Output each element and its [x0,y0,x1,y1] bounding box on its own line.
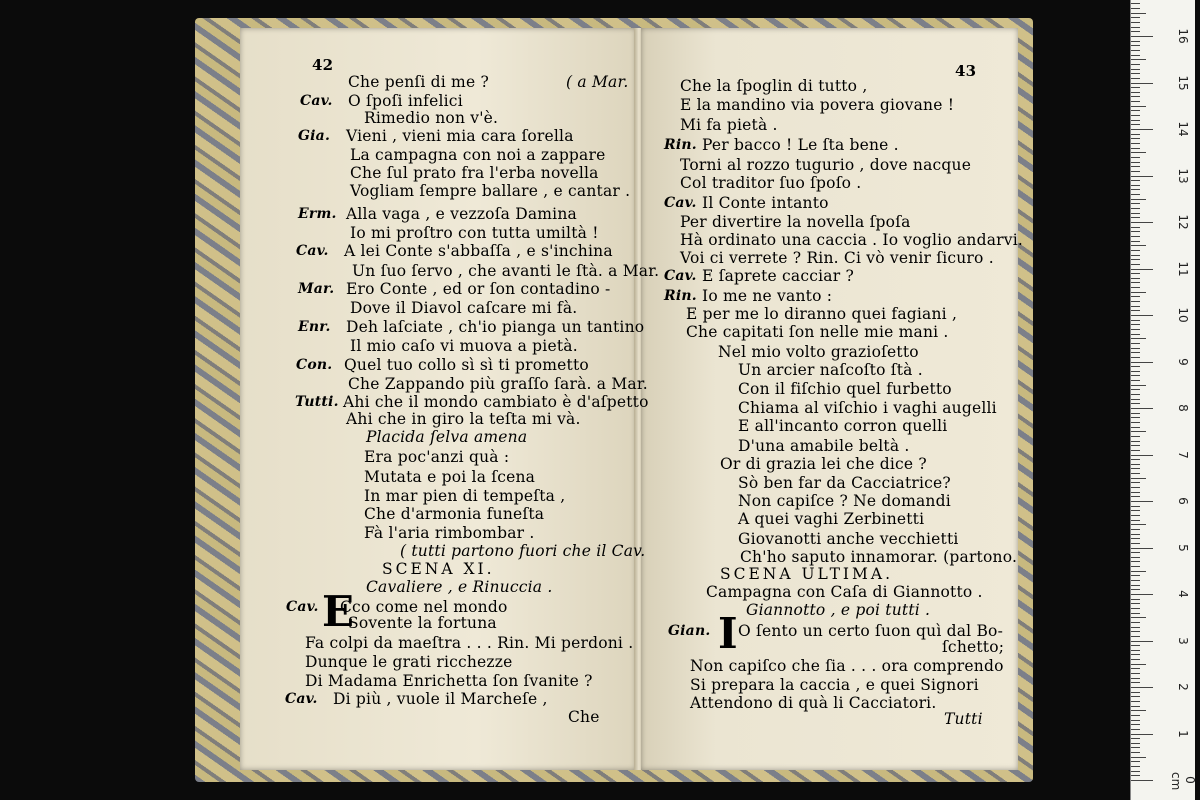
ruler-tick [1131,96,1140,97]
ruler-tick [1131,64,1140,65]
ruler-tick [1131,106,1146,107]
ruler-tick [1131,538,1140,539]
ruler-tick [1131,561,1140,562]
verse-line: Di più , vuole il Marcheſe , [333,690,548,708]
ruler-tick [1131,180,1140,181]
verse-line: Quel tuo collo sì sì ti prometto [344,356,589,374]
ruler-tick [1131,408,1153,409]
ruler-tick [1131,227,1140,228]
verse-line: Non capiſce ? Ne domandi [738,492,951,510]
ruler-tick [1131,255,1140,256]
ruler-tick [1131,724,1140,725]
speaker-label: Mar. [298,281,335,297]
verse-line: Vieni , vieni mia cara ſorella [346,127,574,145]
verse-line: Dunque le grati ricchezze [305,653,513,671]
verse-line: A quei vaghi Zerbinetti [738,510,925,528]
ruler-tick [1131,668,1140,669]
ruler-tick [1131,436,1140,437]
verse-line: Attendono di quà li Cacciatori. [690,694,937,712]
ruler-tick [1131,27,1140,28]
verse-line: Col traditor ſuo ſpoſo . [680,174,862,192]
ruler-tick [1131,413,1140,414]
ruler-tick [1131,445,1140,446]
ruler-tick [1131,473,1140,474]
verse-line: Cavaliere , e Rinuccia . [366,578,553,596]
ruler-tick [1131,110,1140,111]
verse-line: Non capiſco che ſia . . . ora comprendo [690,657,1004,675]
ruler-tick [1131,580,1140,581]
verse-line: E ſaprete cacciar ? [702,267,854,285]
verse-line: Fà l'aria rimbombar . [364,524,535,542]
ruler-tick [1131,641,1153,642]
ruler-tick [1131,194,1140,195]
verse-line: Giannotto , e poi tutti . [746,601,931,619]
verse-line: Io me ne vanto : [702,287,833,305]
ruler-tick [1131,320,1140,321]
ruler-tick [1131,134,1140,135]
ruler-number: 13 [1176,167,1190,184]
ruler-tick [1131,678,1140,679]
ruler-tick [1131,608,1140,609]
ruler-tick [1131,585,1140,586]
ruler-tick [1131,236,1140,237]
ruler-number: 2 [1176,683,1190,691]
ruler-tick [1131,399,1140,400]
ruler-tick [1131,371,1140,372]
ruler-tick [1131,171,1140,172]
verse-line: Torni al rozzo tugurio , dove nacque [680,156,972,174]
drop-cap: E [322,587,355,636]
right-page-number: 43 [955,62,977,80]
ruler-tick [1131,69,1140,70]
ruler-tick [1131,17,1140,18]
ruler-tick [1131,41,1140,42]
ruler-tick [1131,738,1140,739]
ruler-tick [1131,441,1140,442]
verse-line: Che [568,708,600,726]
verse-line: Che penſi di me ? [348,73,489,91]
ruler-tick [1131,264,1140,265]
speaker-label: Rin. [664,288,697,304]
ruler-tick [1131,487,1140,488]
ruler-number: 14 [1176,121,1190,137]
ruler-tick [1131,269,1153,270]
verse-line: Per bacco ! Le ſta bene . [702,136,899,154]
ruler-tick [1131,575,1140,576]
ruler-tick [1131,501,1153,502]
ruler-tick [1131,515,1140,516]
ruler-tick [1131,324,1140,325]
verse-line: Fa colpi da maeſtra . . . Rin. Mi perdoni . [305,634,634,652]
ruler-tick [1131,22,1140,23]
ruler-tick [1131,594,1153,595]
ruler-tick [1131,603,1140,604]
ruler-tick [1131,506,1140,507]
verse-line: Rimedio non v'è. [364,109,499,127]
verse-line: O ſpoſi infelici [348,92,463,110]
ruler-tick [1131,78,1140,79]
ruler-tick [1131,650,1140,651]
ruler-tick [1131,775,1140,776]
ruler-tick [1131,176,1153,177]
ruler-number: 1 [1176,729,1190,738]
ruler-tick [1131,287,1140,288]
ruler-tick [1131,571,1146,572]
ruler-number: 7 [1176,450,1190,459]
speaker-label: Cav. [296,243,329,259]
ruler-tick [1131,743,1140,744]
ruler-tick [1131,631,1140,632]
ruler-tick [1131,73,1140,74]
ruler-tick [1131,152,1146,153]
verse-line: Si prepara la caccia , e quei Signori [690,676,979,694]
ruler-tick [1131,329,1140,330]
ruler-tick [1131,120,1140,121]
verse-line: La campagna con noi a zappare [350,146,606,164]
ruler-tick [1131,613,1140,614]
verse-line: Chiama al viſchio i vaghi augelli [738,399,997,417]
ruler-number: 9 [1176,357,1190,366]
ruler-tick [1131,734,1153,735]
ruler-tick [1131,36,1153,37]
ruler-number: 0 cm [1169,772,1197,791]
ruler-tick [1131,747,1140,748]
ruler-tick [1131,241,1140,242]
ruler-tick [1131,431,1146,432]
ruler-number: 6 [1176,497,1190,505]
speaker-label: Cav. [286,599,319,615]
verse-line: SCENA XI. [382,560,495,578]
ruler-tick [1131,157,1140,158]
ruler-tick [1131,231,1140,232]
ruler-tick [1131,780,1153,781]
ruler-number: 3 [1176,636,1190,645]
ruler-tick [1131,338,1146,339]
ruler-tick [1131,552,1140,553]
ruler-tick [1131,659,1140,660]
ruler-tick [1131,292,1146,293]
ruler-tick [1131,710,1146,711]
verse-line: ſchetto; [942,638,1005,656]
verse-line: Un ſuo ſervo , che avanti le ſtà. a Mar. [352,262,660,280]
verse-line: Or di grazia lei che dice ? [720,455,927,473]
ruler-tick [1131,348,1140,349]
ruler-tick [1131,380,1140,381]
ruler-tick [1131,761,1140,762]
speaker-label: Cav. [664,195,697,211]
ruler-tick [1131,166,1140,167]
ruler-tick [1131,617,1146,618]
verse-line: Di Madama Enrichetta ſon ſvanite ? [305,672,593,690]
ruler-tick [1131,654,1140,655]
ruler-tick [1131,8,1140,9]
ruler-tick [1131,50,1140,51]
verse-line: Ahi che in giro la teſta mi và. [346,410,581,428]
verse-line: O ſento un certo ſuon quì dal Bo- [738,622,1004,640]
verse-line: Io mi proſtro con tutta umiltà ! [350,224,599,242]
ruler-tick [1131,203,1140,204]
ruler-tick [1131,752,1140,753]
ruler-tick [1131,83,1153,84]
ruler-tick [1131,427,1140,428]
ruler-tick [1131,696,1140,697]
ruler-tick [1131,296,1140,297]
ruler-tick [1131,3,1140,4]
verse-line: Ch'ho saputo innamorar. (partono. [740,548,1018,566]
verse-line: Era poc'anzi quà : [364,448,510,466]
ruler-tick [1131,566,1140,567]
ruler-number: 4 [1176,590,1190,598]
ruler-tick [1131,31,1140,32]
verse-line: E la mandino via povera giovane ! [680,96,955,114]
ruler-tick [1131,682,1140,683]
verse-line: Sovente la fortuna [348,614,497,632]
ruler-tick [1131,450,1140,451]
ruler-tick [1131,459,1140,460]
verse-line: Che ſul prato fra l'erba novella [350,164,599,182]
stage-direction: ( a Mar. [566,73,629,91]
verse-line: A lei Conte s'abbaſſa , e s'inchina [344,242,613,260]
verse-line: Mutata e poi la ſcena [364,468,536,486]
ruler-tick [1131,55,1140,56]
verse-line: E all'incanto corron quelli [738,417,948,435]
ruler-tick [1131,162,1140,163]
ruler-tick [1131,701,1140,702]
verse-line: Il mio caſo vi muova a pietà. [350,337,578,355]
speaker-label: Enr. [298,319,331,335]
ruler-tick [1131,729,1140,730]
ruler-tick [1131,375,1140,376]
ruler-tick [1131,557,1140,558]
verse-line: D'una amabile beltà . [738,437,910,455]
ruler-tick [1131,766,1140,767]
ruler-tick [1131,664,1146,665]
verse-line: Per divertire la novella ſpoſa [680,213,911,231]
measurement-ruler [1130,0,1195,800]
ruler-tick [1131,124,1140,125]
speaker-label: Tutti. [295,394,339,410]
ruler-tick [1131,222,1153,223]
verse-line: Placida ſelva amena [366,428,528,446]
ruler-tick [1131,138,1140,139]
ruler-tick [1131,199,1146,200]
ruler-tick [1131,357,1140,358]
ruler-tick [1131,13,1146,14]
ruler-tick [1131,589,1140,590]
ruler-tick [1131,115,1140,116]
ruler-tick [1131,496,1140,497]
speaker-label: Cav. [285,691,318,707]
ruler-tick [1131,352,1140,353]
ruler-tick [1131,543,1140,544]
verse-line: Sò ben far da Cacciatrice? [738,474,951,492]
ruler-tick [1131,636,1140,637]
ruler-tick [1131,455,1153,456]
verse-line: SCENA ULTIMA. [720,565,894,583]
speaker-label: Cav. [300,93,333,109]
speaker-label: Cav. [664,268,697,284]
ruler-tick [1131,548,1153,549]
verse-line: Dove il Diavol caſcare mi fà. [350,299,578,317]
ruler-tick [1131,315,1153,316]
verse-line: In mar pien di tempeſta , [364,487,566,505]
left-page-number: 42 [312,56,334,74]
ruler-tick [1131,343,1140,344]
ruler-tick [1131,366,1140,367]
ruler-tick [1131,706,1140,707]
verse-line: ( tutti partono fuori che il Cav. [400,542,646,560]
ruler-tick [1131,492,1140,493]
verse-line: Che la ſpoglin di tutto , [680,77,868,95]
speaker-label: Con. [296,357,333,373]
ruler-tick [1131,394,1140,395]
ruler-number: 5 [1176,543,1190,552]
ruler-tick [1131,189,1140,190]
ruler-tick [1131,250,1140,251]
ruler-tick [1131,524,1146,525]
ruler-number: 8 [1176,404,1190,412]
verse-line: Un arcier naſcoſto ſtà . [738,361,923,379]
speaker-label: Gian. [668,623,711,639]
ruler-tick [1131,185,1140,186]
ruler-tick [1131,692,1140,693]
ruler-tick [1131,45,1140,46]
ruler-tick [1131,385,1146,386]
ruler-tick [1131,468,1140,469]
ruler-tick [1131,245,1146,246]
verse-line: Ahi che il mondo cambiato è d'aſpetto [343,393,649,411]
ruler-tick [1131,599,1140,600]
ruler-tick [1131,478,1146,479]
verse-line: Voi ci verrete ? Rin. Ci vò venir ſicuro . [680,249,994,267]
speaker-label: Gia. [298,128,331,144]
ruler-number: 12 [1176,214,1190,230]
verse-line: Con il fiſchio quel furbetto [738,380,952,398]
ruler-tick [1131,687,1153,688]
ruler-tick [1131,362,1153,363]
verse-line: Ero Conte , ed or ſon contadino - [346,280,611,298]
ruler-tick [1131,482,1140,483]
drop-cap: I [718,609,738,658]
ruler-tick [1131,101,1140,102]
ruler-tick [1131,213,1140,214]
verse-line: Campagna con Caſa di Giannotto . [706,583,983,601]
ruler-tick [1131,148,1140,149]
ruler-tick [1131,282,1140,283]
speaker-label: Erm. [298,206,337,222]
ruler-tick [1131,757,1146,758]
ruler-tick [1131,306,1140,307]
verse-line: Cco come nel mondo [340,598,508,616]
ruler-number: 15 [1176,74,1190,91]
ruler-tick [1131,422,1140,423]
ruler-tick [1131,645,1140,646]
verse-line: Vogliam ſempre ballare , e cantar . [350,182,631,200]
ruler-tick [1131,301,1140,302]
verse-line: Mi fa pietà . [680,116,778,134]
ruler-tick [1131,92,1140,93]
ruler-tick [1131,464,1140,465]
verse-line: Hà ordinato una caccia . Io voglio andarvi. [680,231,1024,249]
verse-line: Alla vaga , e vezzoſa Damina [346,205,577,223]
ruler-tick [1131,715,1140,716]
verse-line: Nel mio volto grazioſetto [718,343,919,361]
verse-line: Che d'armonia funeſta [364,505,545,523]
ruler-tick [1131,217,1140,218]
ruler-number: 16 [1176,28,1190,44]
ruler-tick [1131,59,1146,60]
ruler-tick [1131,771,1140,772]
ruler-tick [1131,534,1140,535]
verse-line: Tutti [944,710,983,728]
verse-line: Giovanotti anche vecchietti [738,530,959,548]
ruler-tick [1131,510,1140,511]
ruler-tick [1131,673,1140,674]
verse-line: E per me lo diranno quei fagiani , [686,305,958,323]
speaker-label: Rin. [664,137,697,153]
ruler-tick [1131,129,1153,130]
ruler-tick [1131,87,1140,88]
ruler-tick [1131,720,1140,721]
verse-line: Deh laſciate , ch'io pianga un tantino [346,318,645,336]
ruler-number: 10 [1176,307,1190,323]
ruler-tick [1131,520,1140,521]
ruler-tick [1131,259,1140,260]
ruler-tick [1131,622,1140,623]
ruler-tick [1131,389,1140,390]
ruler-number: 11 [1176,260,1190,277]
ruler-tick [1131,403,1140,404]
ruler-tick [1131,273,1140,274]
ruler-tick [1131,334,1140,335]
ruler-tick [1131,417,1140,418]
verse-line: Che capitati ſon nelle mie mani . [686,323,949,341]
ruler-tick [1131,143,1140,144]
verse-line: Che Zappando più graſſo ſarà. a Mar. [348,375,648,393]
ruler-tick [1131,529,1140,530]
ruler-tick [1131,278,1140,279]
verse-line: Il Conte intanto [702,194,829,212]
ruler-tick [1131,310,1140,311]
ruler-tick [1131,208,1140,209]
ruler-tick [1131,627,1140,628]
